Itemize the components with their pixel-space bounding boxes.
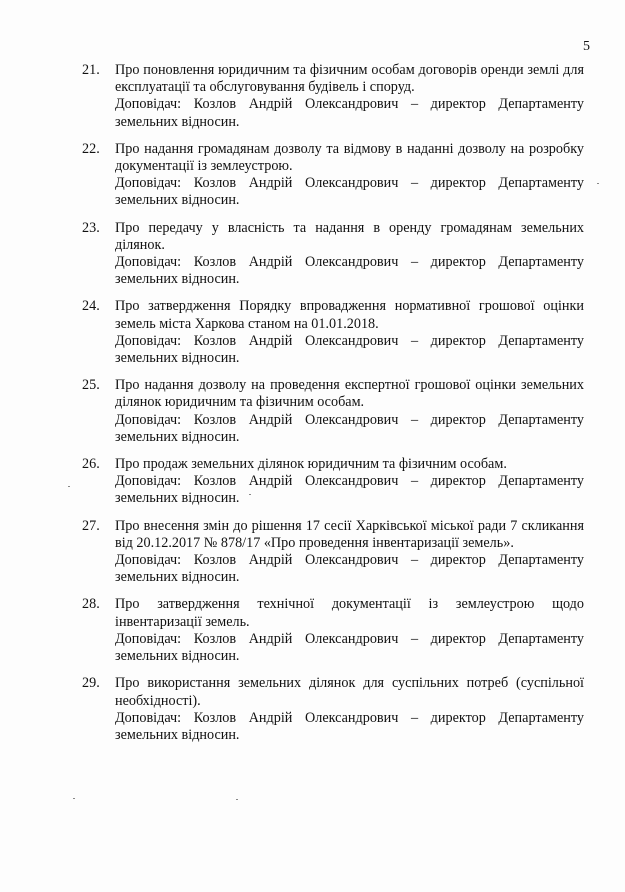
item-title: Про поновлення юридичним та фізичним особам договорів оренди землі для експлуатації та обслуговування будівель і споруд. xyxy=(115,62,584,96)
item-speaker: Доповідач: Козлов Андрій Олександрович – директор Департаменту xyxy=(115,552,584,569)
item-speaker-department: земельних відносин. xyxy=(115,648,240,665)
item-speaker-department: земельних відносин. xyxy=(115,271,240,288)
item-number: 21. xyxy=(82,62,100,78)
item-number: 29. xyxy=(82,675,100,692)
item-number: 23. xyxy=(82,219,100,236)
item-speaker: Доповідач: Козлов Андрій Олександрович – директор Департаменту xyxy=(115,175,584,192)
page-number: 5 xyxy=(583,39,590,54)
item-speaker: Доповідач: Козлов Андрій Олександрович – директор Департаменту xyxy=(115,411,584,428)
item-speaker: Доповідач: Козлов Андрій Олександрович – директор Департаменту xyxy=(115,332,584,349)
agenda-item xyxy=(82,518,584,587)
item-number: 26. xyxy=(82,456,100,473)
agenda-item xyxy=(82,675,584,744)
agenda-item xyxy=(82,298,584,367)
scan-speck xyxy=(68,486,70,487)
item-speaker-department: земельних відносин. xyxy=(115,726,240,743)
agenda-item xyxy=(82,596,584,665)
item-speaker-department: земельних відносин. xyxy=(115,428,240,445)
item-title: Про продаж земельних ділянок юридичним та фізичним особам. xyxy=(115,456,507,473)
agenda-item xyxy=(82,62,584,131)
scan-speck xyxy=(597,183,599,184)
scan-speck xyxy=(73,798,75,799)
item-title: Про внесення змін до рішення 17 сесії Харківської міської ради 7 скликання від 20.12.2017 № 878/17 «Про проведення інвентаризації земель». xyxy=(115,517,584,551)
item-title: Про надання громадянам дозволу та відмову в наданні дозволу на розробку документації із землеустрою. xyxy=(115,140,584,175)
item-speaker: Доповідач: Козлов Андрій Олександрович – директор Департаменту xyxy=(115,96,584,113)
item-number: 25. xyxy=(82,377,100,394)
item-speaker-department: земельних відносин. xyxy=(115,192,240,209)
item-speaker: Доповідач: Козлов Андрій Олександрович – директор Департаменту xyxy=(115,709,584,726)
item-speaker: Доповідач: Козлов Андрій Олександрович – директор Департаменту xyxy=(115,630,584,647)
agenda-item xyxy=(82,377,584,446)
item-speaker-department: земельних відносин. xyxy=(115,113,240,130)
item-title: Про передачу у власність та надання в оренду громадянам земельних ділянок. xyxy=(115,219,584,253)
item-speaker-department: земельних відносин. xyxy=(115,490,240,507)
item-number: 27. xyxy=(82,517,100,534)
agenda-item xyxy=(82,141,584,210)
item-number: 24. xyxy=(82,298,100,315)
item-title: Про використання земельних ділянок для суспільних потреб (суспільної необхідності). xyxy=(115,675,584,709)
item-title: Про затвердження технічної документації із землеустрою щодо інвентаризації земель. xyxy=(115,596,584,630)
agenda-list xyxy=(82,62,584,754)
agenda-item xyxy=(82,456,584,508)
item-title: Про надання дозволу на проведення експертної грошової оцінки земельних ділянок юридичним та фізичним особам. xyxy=(115,377,584,411)
item-speaker: Доповідач: Козлов Андрій Олександрович – директор Департаменту xyxy=(115,254,584,271)
item-speaker: Доповідач: Козлов Андрій Олександрович – директор Департаменту xyxy=(115,473,584,490)
item-speaker-department: земельних відносин. xyxy=(115,350,240,367)
item-title: Про затвердження Порядку впровадження нормативної грошової оцінки земель міста Харкова станом на 01.01.2018. xyxy=(115,298,584,332)
scan-speck xyxy=(249,494,251,495)
item-number: 28. xyxy=(82,596,100,613)
scan-speck xyxy=(236,799,238,800)
agenda-item xyxy=(82,220,584,289)
item-number: 22. xyxy=(82,140,100,157)
item-speaker-department: земельних відносин. xyxy=(115,569,240,586)
